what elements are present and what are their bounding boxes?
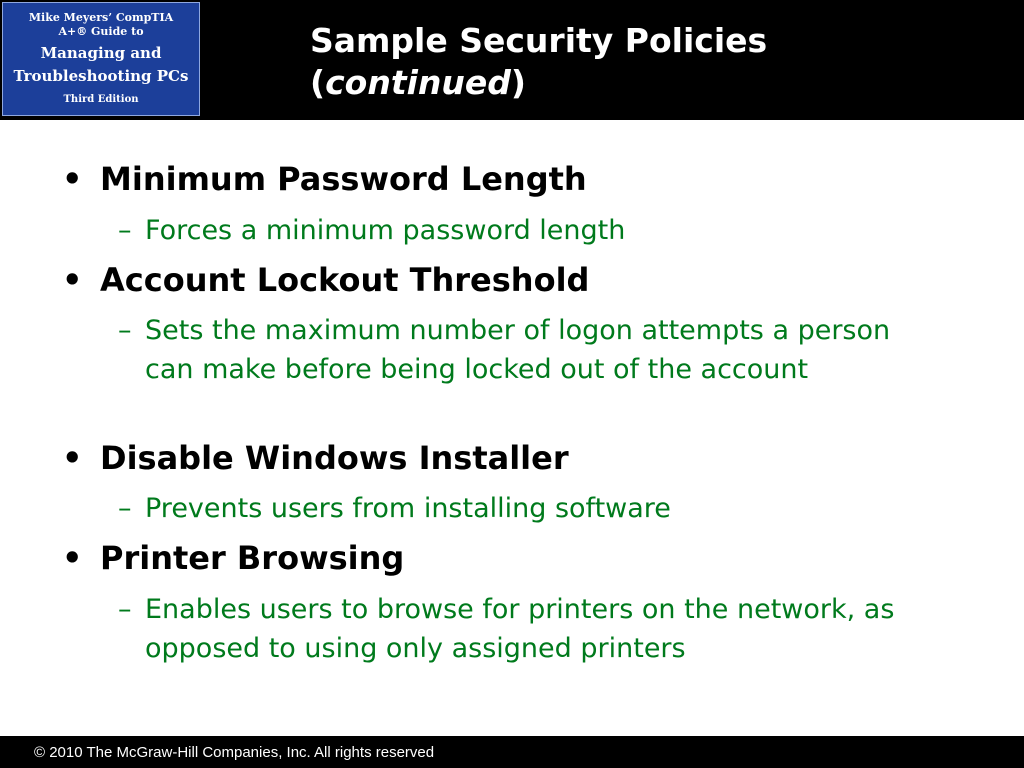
- sub-bullet-minimum-password-length: [118, 211, 928, 250]
- sub-bullet-text: Enables users to browse for printers on the network, as opposed to using only assigned printers: [145, 594, 895, 664]
- bullet-heading: Minimum Password Length: [100, 160, 587, 198]
- title-continued-word: continued: [325, 63, 511, 102]
- logo-edition: Third Edition: [63, 94, 139, 105]
- logo-title-line1: Managing and: [40, 44, 162, 62]
- sub-bullet-text: Forces a minimum password length: [145, 215, 626, 246]
- slide-title-main: Sample Security Policies: [310, 21, 768, 60]
- book-cover-logo: [2, 2, 200, 116]
- logo-guide-to: A+® Guide to: [58, 25, 144, 38]
- sub-bullet-text: Sets the maximum number of logon attempts a person can make before being locked out of the account: [145, 315, 891, 385]
- bullet-dot-icon: •: [62, 261, 83, 299]
- bullet-dot-icon: •: [62, 160, 83, 198]
- bullet-heading: Account Lockout Threshold: [100, 261, 590, 299]
- bullet-dot-icon: •: [62, 539, 83, 577]
- slide-footer: [0, 736, 1024, 768]
- bullet-disable-windows-installer: [62, 439, 569, 477]
- dash-icon: –: [118, 594, 132, 625]
- logo-title-line2: Troubleshooting PCs: [13, 67, 189, 85]
- copyright-notice: © 2010 The McGraw-Hill Companies, Inc. All rights reserved: [34, 744, 435, 761]
- dash-icon: –: [118, 215, 132, 246]
- sub-bullet-printer-browsing: [118, 590, 928, 668]
- bullet-heading: Printer Browsing: [100, 539, 405, 577]
- sub-bullet-disable-windows-installer: [118, 489, 928, 528]
- slide-header: [0, 0, 1024, 120]
- dash-icon: –: [118, 493, 132, 524]
- bullet-printer-browsing: [62, 539, 404, 577]
- slide-title-continued: [310, 62, 1010, 104]
- dash-icon: –: [118, 315, 132, 346]
- bullet-account-lockout-threshold: [62, 261, 589, 299]
- title-open-paren: (: [310, 63, 326, 102]
- slide-title: [310, 20, 1010, 104]
- bullet-heading: Disable Windows Installer: [100, 439, 569, 477]
- sub-bullet-account-lockout-threshold: [118, 311, 928, 389]
- sub-bullet-text: Prevents users from installing software: [145, 493, 671, 524]
- bullet-dot-icon: •: [62, 439, 83, 477]
- title-close-paren: ): [510, 63, 526, 102]
- logo-author: Mike Meyers’ CompTIA: [28, 11, 174, 24]
- bullet-minimum-password-length: [62, 160, 587, 198]
